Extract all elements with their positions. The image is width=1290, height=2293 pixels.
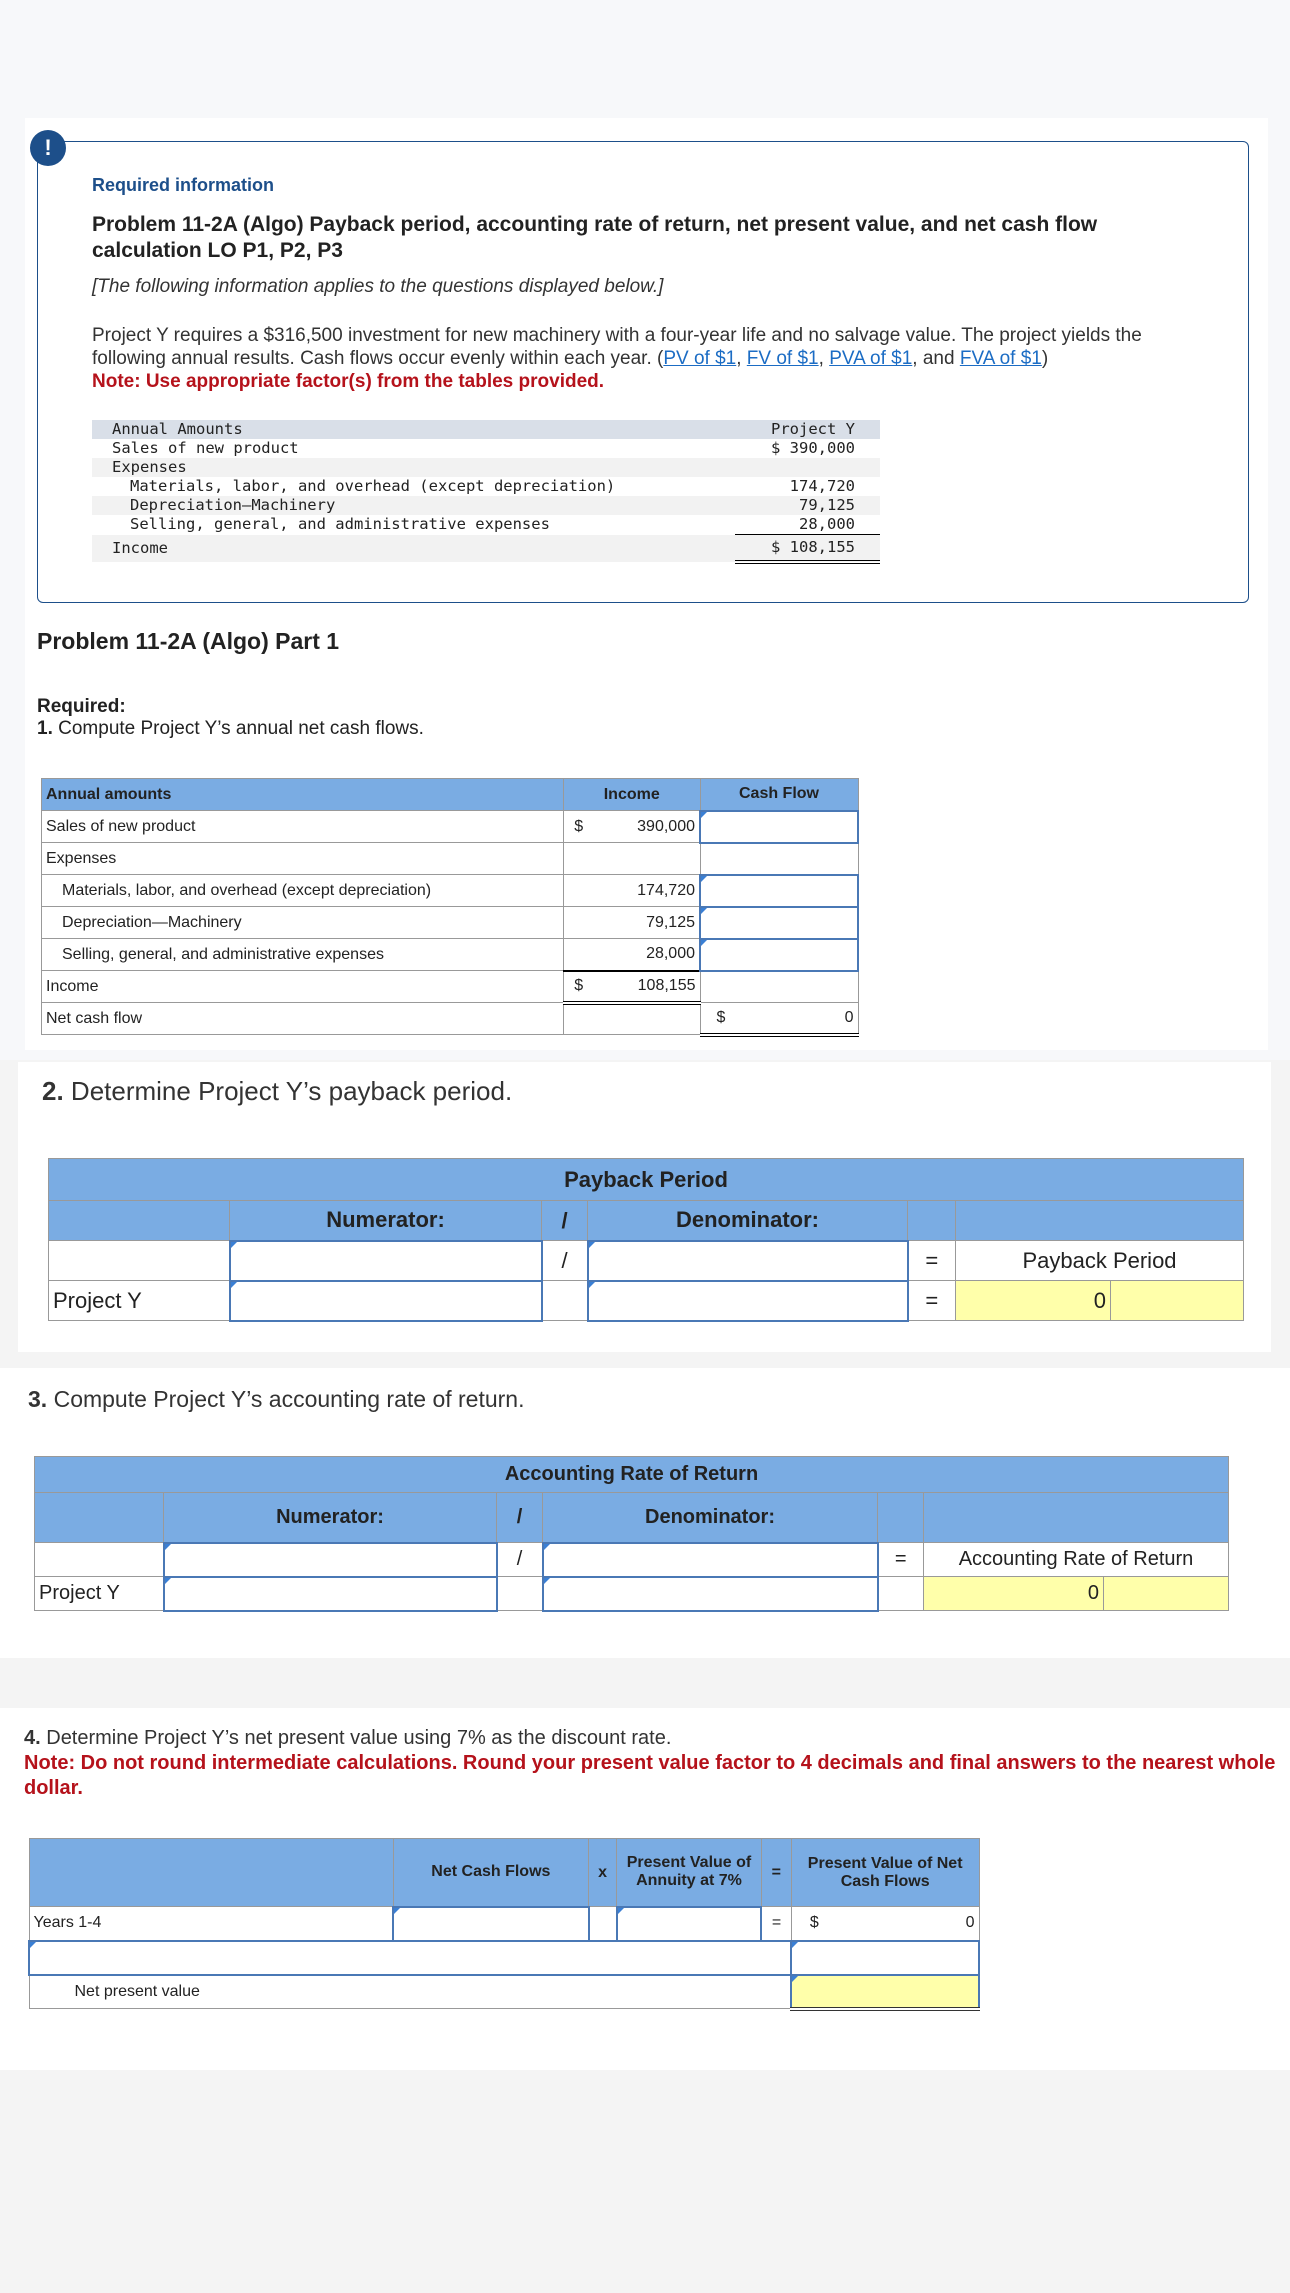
header-pv-net-cash-flows: Present Value of Net Cash Flows (791, 1839, 979, 1907)
sep: , and (912, 348, 960, 369)
alert-icon: ! (30, 130, 66, 166)
pv-value: 0 (965, 1914, 975, 1932)
equals: = (878, 1543, 924, 1577)
income-value: 79,125 (564, 907, 701, 939)
q-num: 1. (37, 718, 53, 739)
header-income: Income (564, 779, 701, 811)
payback-result: 0 (956, 1281, 1111, 1321)
equals-blank (878, 1577, 924, 1611)
row-label: Income (92, 535, 735, 562)
row-value (735, 458, 880, 477)
header-blank (49, 1201, 230, 1241)
link-pv-of-1[interactable]: PV of $1 (663, 348, 737, 369)
times-blank (589, 1907, 617, 1941)
npv-label: Net present value (29, 1975, 791, 2009)
label-blank (49, 1241, 230, 1281)
row-label: Materials, labor, and overhead (except depreciation) (42, 875, 564, 907)
part1-title: Problem 11-2A (Algo) Part 1 (37, 628, 340, 654)
result-label: Accounting Rate of Return (924, 1543, 1229, 1577)
cash-flow-input-selling[interactable] (700, 939, 858, 971)
income-value (564, 843, 701, 875)
q-num: 4. (24, 1727, 41, 1749)
row-label-years: Years 1-4 (29, 1907, 393, 1941)
numerator-label-input[interactable] (230, 1241, 542, 1281)
currency: $ (564, 811, 594, 843)
slash: / (542, 1241, 588, 1281)
applies-note: [The following information applies to the questions displayed below.] (92, 276, 664, 297)
problem-title: Problem 11-2A (Algo) Payback period, accounting rate of return, net present value, and net cash flow calculation LO P1, P2, P3 (92, 213, 1098, 262)
payback-title: Payback Period (49, 1159, 1244, 1201)
row-value: 174,720 (789, 477, 855, 495)
question-2 (42, 1076, 512, 1107)
result-label: Payback Period (956, 1241, 1244, 1281)
net-cash-flows-input[interactable] (393, 1907, 589, 1941)
denominator-value-input[interactable] (588, 1281, 908, 1321)
header-project-y: Project Y (735, 420, 880, 439)
npv-table (28, 1838, 980, 2011)
header-denominator: Denominator: (543, 1493, 878, 1543)
annual-amounts-table (92, 420, 880, 564)
factor-note: Note: Use appropriate factor(s) from the tables provided. (92, 371, 605, 392)
cash-flow-cell (700, 971, 858, 1003)
link-fva-of-1[interactable]: FVA of $1 (959, 348, 1042, 369)
row-label-project-y: Project Y (49, 1281, 230, 1321)
currency: $ (716, 1008, 726, 1026)
q-text: Compute Project Y’s accounting rate of return. (47, 1386, 525, 1412)
header-blank (908, 1201, 956, 1241)
row-label: Sales of new product (112, 439, 299, 457)
pv-annuity-factor-input[interactable] (617, 1907, 762, 1941)
numerator-label-input[interactable] (164, 1543, 497, 1577)
row-value: 79,125 (735, 496, 880, 515)
cash-flow-input-sales[interactable] (700, 811, 858, 843)
row-value: 28,000 (735, 515, 880, 535)
row-value: $ 108,155 (735, 535, 880, 562)
pv-net-cash-flows-value (791, 1907, 979, 1941)
header-blank (29, 1839, 393, 1907)
numerator-value-input[interactable] (230, 1281, 542, 1321)
problem-paragraph (92, 324, 1212, 393)
required-label: Required: (37, 696, 126, 717)
income-value (564, 1003, 701, 1035)
header-annual-amounts: Annual Amounts (92, 420, 735, 439)
question-1 (37, 718, 424, 740)
payback-result-unit (1111, 1281, 1244, 1321)
arr-table (34, 1456, 1229, 1612)
q-text: Compute Project Y’s annual net cash flows. (52, 718, 424, 739)
header-blank (878, 1493, 924, 1543)
cash-flow-input-depreciation[interactable] (700, 907, 858, 939)
investment-amount-input[interactable] (791, 1941, 979, 1975)
sep: , (818, 348, 830, 369)
row-label: Expenses (92, 458, 735, 477)
row-label: Sales of new product (42, 811, 564, 843)
rounding-note: Note: Do not round intermediate calculations. Round your present value factor to 4 decimals and final answers to the nearest whole dollar. (24, 1752, 1276, 1799)
slash-blank (497, 1577, 543, 1611)
q-text: Determine Project Y’s net present value using 7% as the discount rate. (40, 1727, 672, 1749)
header-equals: = (761, 1839, 791, 1907)
header-numerator: Numerator: (230, 1201, 542, 1241)
arr-result-unit (1104, 1577, 1229, 1611)
row-label: Materials, labor, and overhead (except depreciation) (130, 477, 616, 495)
header-times: x (589, 1839, 617, 1907)
header-net-cash-flows: Net Cash Flows (393, 1839, 589, 1907)
row-value: $ 390,000 (771, 439, 855, 457)
equals: = (908, 1241, 956, 1281)
link-fv-of-1[interactable]: FV of $1 (746, 348, 819, 369)
row-label: Selling, general, and administrative expenses (42, 939, 564, 971)
label-blank (35, 1543, 164, 1577)
row-label: Selling, general, and administrative expenses (130, 515, 550, 534)
currency: $ (564, 971, 594, 1003)
link-pva-of-1[interactable]: PVA of $1 (829, 348, 913, 369)
income-value: 108,155 (594, 971, 701, 1003)
row-label-project-y: Project Y (35, 1577, 164, 1611)
equals: = (761, 1907, 791, 1941)
investment-label-input[interactable] (29, 1941, 791, 1975)
header-annual-amounts: Annual amounts (42, 779, 564, 811)
denominator-value-input[interactable] (543, 1577, 878, 1611)
cash-flow-input-materials[interactable] (700, 875, 858, 907)
header-slash: / (497, 1493, 543, 1543)
cash-flow-cell (700, 843, 858, 875)
q-text: Determine Project Y’s payback period. (63, 1076, 513, 1106)
denominator-label-input[interactable] (543, 1543, 878, 1577)
numerator-value-input[interactable] (164, 1577, 497, 1611)
income-value: 28,000 (564, 939, 701, 971)
row-label: Expenses (42, 843, 564, 875)
payback-table (48, 1158, 1244, 1322)
required-info-label: Required information (92, 175, 275, 195)
slash: / (497, 1543, 543, 1577)
header-denominator: Denominator: (588, 1201, 908, 1241)
arr-title: Accounting Rate of Return (35, 1457, 1229, 1493)
equals: = (908, 1281, 956, 1321)
paragraph-text: Project Y requires a $316,500 investment for new machinery with a four-year life and no salvage value. The project yields the following annual results. Cash flows occur evenly within each year. ( (92, 325, 1142, 369)
q-num: 3. (28, 1386, 48, 1412)
income-value: 390,000 (594, 811, 701, 843)
npv-result (791, 1975, 979, 2009)
header-blank (956, 1201, 1244, 1241)
question-3 (28, 1386, 524, 1413)
header-numerator: Numerator: (164, 1493, 497, 1543)
header-pv-annuity: Present Value of Annuity at 7% (617, 1839, 762, 1907)
paren: ) (1041, 348, 1049, 369)
header-blank (35, 1493, 164, 1543)
header-blank (924, 1493, 1229, 1543)
slash-blank (542, 1281, 588, 1321)
income-value: 174,720 (564, 875, 701, 907)
row-label: Depreciation—Machinery (92, 496, 735, 515)
row-label: Depreciation—Machinery (42, 907, 564, 939)
row-label: Net cash flow (42, 1003, 564, 1035)
denominator-label-input[interactable] (588, 1241, 908, 1281)
cash-flow-table (41, 778, 859, 1037)
net-cash-flow-amount: 0 (844, 1008, 854, 1026)
net-cash-flow-value (700, 1003, 858, 1035)
question-4 (24, 1726, 1284, 1801)
arr-result: 0 (924, 1577, 1104, 1611)
row-label: Income (42, 971, 564, 1003)
header-slash: / (542, 1201, 588, 1241)
sep: , (736, 348, 747, 369)
currency: $ (809, 1914, 819, 1932)
header-cash-flow: Cash Flow (700, 779, 858, 811)
q-num: 2. (42, 1076, 64, 1106)
